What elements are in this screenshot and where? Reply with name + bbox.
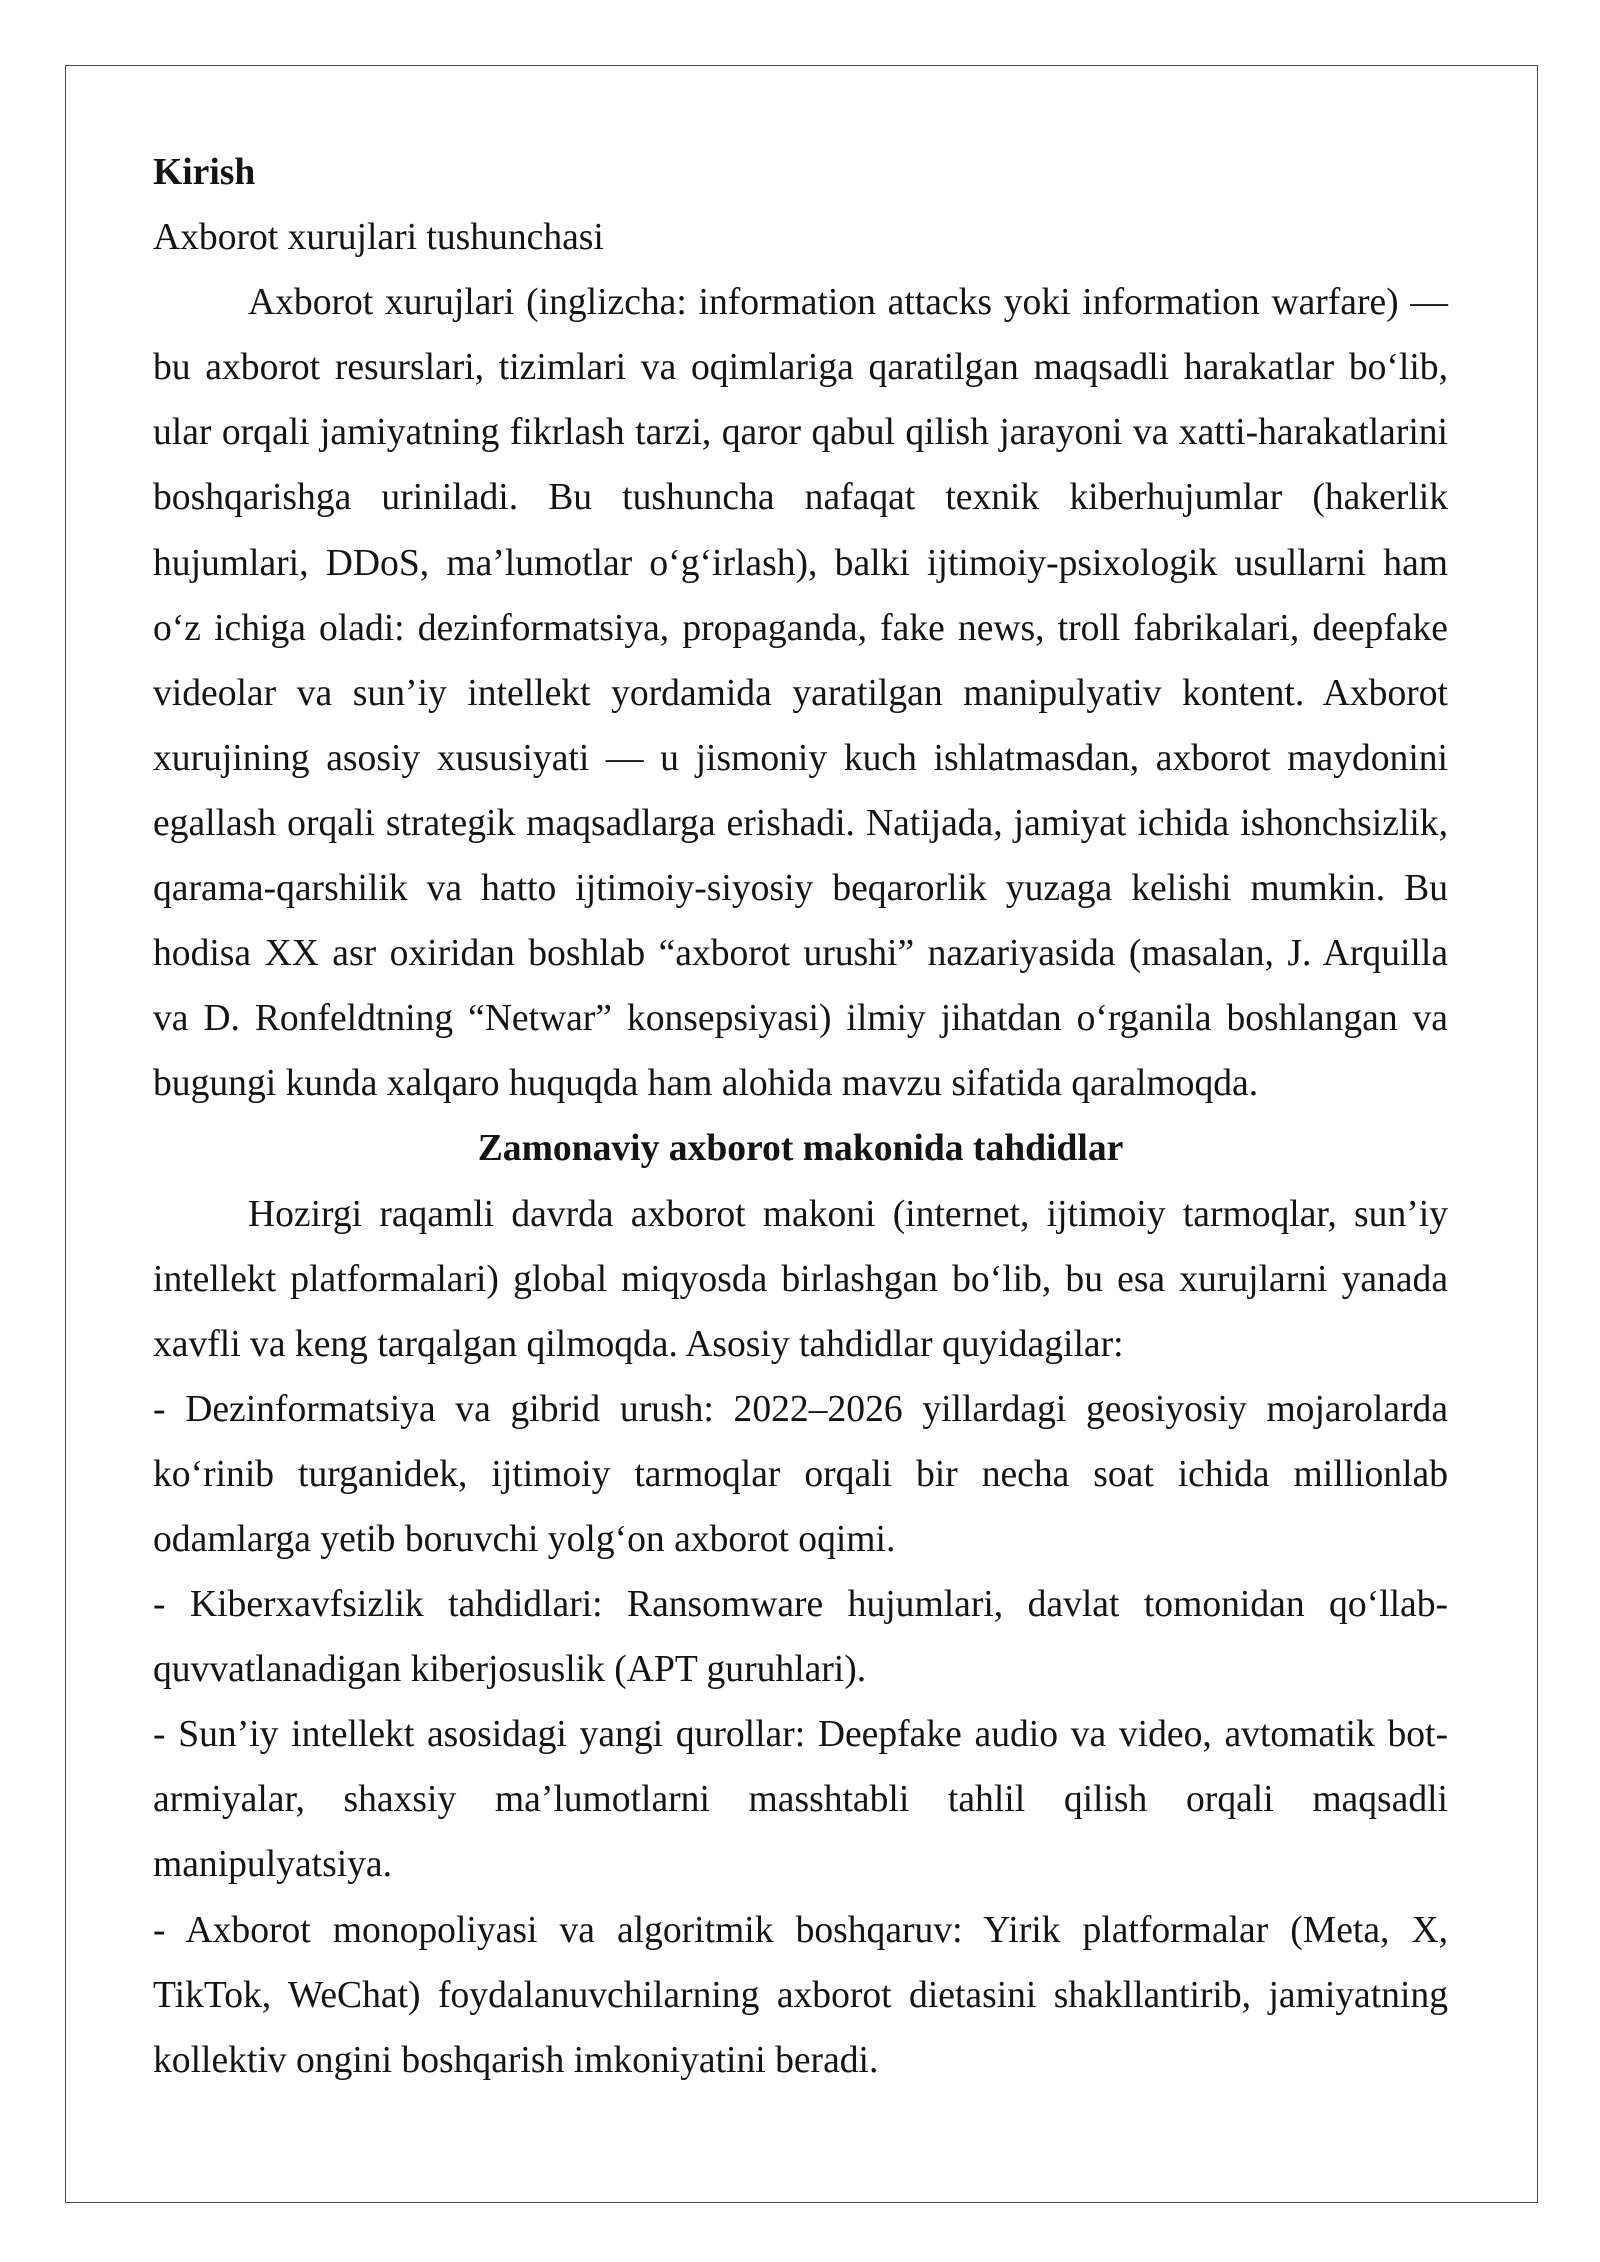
paragraph-line: bugungi kunda xalqaro huquqda ham alohida mavzu sifatida qaralmoqda. [153,1063,1259,1105]
paragraph-line: intellekt platformalari) global miqyosda birlashgan bo‘lib, bu esa xurujlarni yanada [153,1258,1448,1300]
paragraph-line: va D. Ronfeldtning “Netwar” konsepsiyasi) ilmiy jihatdan o‘rganila boshlangan va [153,998,1448,1040]
threat-item-disinformation [153,1377,1448,1572]
document-body [153,140,1448,2093]
paragraph-line: o‘z ichiga oladi: dezinformatsiya, propaganda, fake news, troll fabrikalari, deepfake [153,607,1448,649]
paragraph-line: hodisa XX asr oxiridan boshlab “axborot urushi” nazariyasida (masalan, J. Arquilla [153,933,1448,975]
threat-line: manipulyatsiya. [153,1844,392,1886]
threat-line: kollektiv ongini boshqarish imkoniyatini beradi. [153,2039,879,2081]
paragraph-line: hujumlari, DDoS, ma’lumotlar o‘g‘irlash), balki ijtimoiy-psixologik usullarni ham [153,542,1448,584]
paragraph-line: xurujining asosiy xususiyati — u jismoniy kuch ishlatmasdan, axborot maydonini [153,737,1448,779]
paragraph-line: xavfli va keng tarqalgan qilmoqda. Asosiy tahdidlar quyidagilar: [153,1323,1124,1365]
section-title: Zamonaviy axborot makonida tahdidlar [477,1128,1124,1170]
threat-line: - Dezinformatsiya va gibrid urush: 2022–2026 yillardagi geosiyosiy mojarolarda [153,1388,1448,1430]
threat-line: - Sun’iy intellekt asosidagi yangi qurollar: Deepfake audio va video, avtomatik bot- [153,1714,1448,1756]
paragraph-line: bu axborot resurslari, tizimlari va oqimlariga qaratilgan maqsadli harakatlar bo‘lib, [153,347,1448,389]
topic-subheading: Axborot xurujlari tushunchasi [153,217,604,259]
threat-line: TikTok, WeChat) foydalanuvchilarning axborot dietasini shakllantirib, jamiyatning [153,1974,1448,2016]
threat-list [153,1377,1448,2093]
threat-item-ai-weapons [153,1702,1448,1897]
threat-line: armiyalar, shaxsiy ma’lumotlarni masshtabli tahlil qilish orqali maqsadli [153,1779,1448,1821]
paragraph-line: Hozirgi raqamli davrda axborot makoni (internet, ijtimoiy tarmoqlar, sun’iy [248,1193,1448,1235]
paragraph-line: videolar va sun’iy intellekt yordamida yaratilgan manipulyativ kontent. Axborot [153,672,1448,714]
intro-paragraph [153,270,1448,1116]
threat-line: - Axborot monopoliyasi va algoritmik boshqaruv: Yirik platformalar (Meta, X, [153,1909,1448,1951]
threat-item-information-monopoly [153,1898,1448,2093]
section-paragraph [153,1182,1448,1377]
paragraph-line: egallash orqali strategik maqsadlarga erishadi. Natijada, jamiyat ichida ishonchsizlik, [153,802,1448,844]
paragraph-line: ular orqali jamiyatning fikrlash tarzi, qaror qabul qilish jarayoni va xatti-harakatlarini [153,412,1448,454]
paragraph-line: boshqarishga uriniladi. Bu tushuncha nafaqat texnik kiberhujumlar (hakerlik [153,477,1448,519]
threat-line: - Kiberxavfsizlik tahdidlari: Ransomware hujumlari, davlat tomonidan qo‘llab- [153,1584,1448,1626]
threat-line: odamlarga yetib boruvchi yolg‘on axborot oqimi. [153,1518,896,1560]
threat-line: quvvatlanadigan kiberjosuslik (APT guruhlari). [153,1649,867,1691]
document-heading: Kirish [153,152,256,193]
threat-item-cybersecurity [153,1572,1448,1702]
paragraph-line: qarama-qarshilik va hatto ijtimoiy-siyosiy beqarorlik yuzaga kelishi mumkin. Bu [153,868,1448,910]
threat-line: ko‘rinib turganidek, ijtimoiy tarmoqlar orqali bir necha soat ichida millionlab [153,1453,1448,1495]
paragraph-line: Axborot xurujlari (inglizcha: information attacks yoki information warfare) — [248,282,1448,324]
